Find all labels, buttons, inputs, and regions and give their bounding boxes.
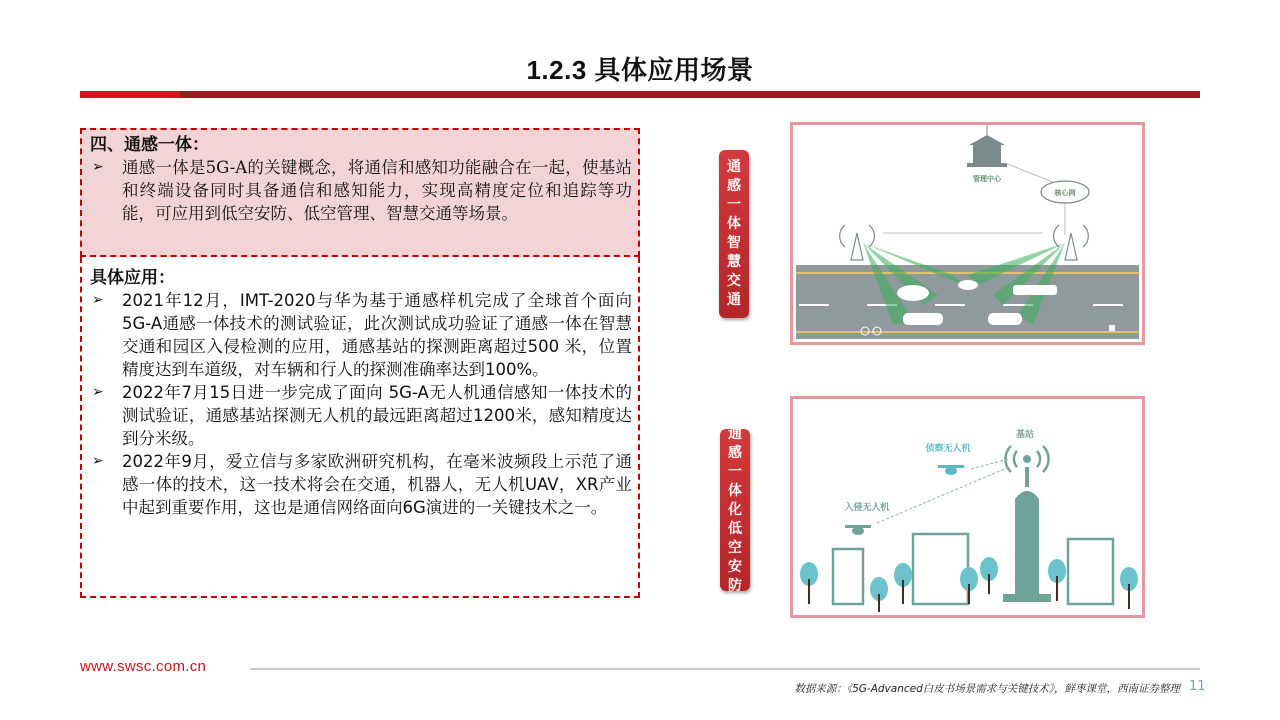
application-bullet xyxy=(82,450,638,519)
application-heading: 具体应用： xyxy=(90,268,175,288)
label-char: 感 xyxy=(728,444,742,461)
label-char: 慧 xyxy=(727,254,741,270)
label-char: 化 xyxy=(728,501,742,518)
smart-traffic-label xyxy=(719,150,749,318)
footer-website-link[interactable]: www.swsc.com.cn xyxy=(80,658,207,675)
application-bullet-text: 2022年7月15日进一步完成了面向 5G-A无人机通信感知一体技术的测试验证，通感基站探测无人机的最远距离超过1200米，感知精度达 到分米级。 xyxy=(122,383,632,448)
label-char: 体 xyxy=(727,216,741,232)
application-bullet-text: 2021年12月，IMT-2020与华为基于通感样机完成了全球首个面向5G-A通感一体技术的测试验证，此次测试成功验证了通感一体在智慧交通和园区入侵检测的应用，通感基站的探测距离超过500 米，位置精度达到车道级，对车辆和行人的探测准确率达到100%。 xyxy=(122,291,632,379)
concept-bullet xyxy=(82,156,638,225)
low-altitude-scene-icon xyxy=(793,399,1142,615)
label-char: 空 xyxy=(728,539,742,556)
concept-box xyxy=(80,128,640,257)
smart-traffic-illustration xyxy=(790,122,1145,345)
label-char: 通 xyxy=(727,292,741,308)
page-title: 1.2.3 具体应用场景 xyxy=(526,55,754,85)
label-char: 一 xyxy=(727,197,741,213)
application-bullet xyxy=(82,289,638,381)
footer-divider xyxy=(250,668,1200,670)
label-char: 交 xyxy=(727,273,741,289)
label-char: 体 xyxy=(728,482,742,499)
label-char: 低 xyxy=(728,520,742,537)
label-char: 通 xyxy=(728,425,742,442)
concept-heading: 四、通感一体： xyxy=(90,135,209,155)
label-char: 感 xyxy=(727,178,741,194)
svg-text:入侵无人机: 入侵无人机 xyxy=(844,503,890,513)
application-bullet-text: 2022年9月，爱立信与多家欧洲研究机构，在毫米波频段上示范了通感一体的技术，这一技术将会在交通，机器人，无人机UAV，XR产业中起到重要作用，这也是通信网络面向6G演进的一关键技术之一。 xyxy=(122,452,632,517)
svg-text:侦察无人机: 侦察无人机 xyxy=(925,444,971,454)
svg-text:核心网: 核心网 xyxy=(1054,189,1076,197)
concept-bullet-text: 通感一体是5G-A的关键概念，将通信和感知功能融合在一起，使基站和终端设备同时具备通信和感知能力，实现高精度定位和追踪等功能，可应用到低空安防、低空管理、智慧交通等场景。 xyxy=(122,158,632,223)
data-source-note: 数据来源：《5G-Advanced白皮书场景需求与关键技术》，鲜枣课堂，西南证券整理 xyxy=(794,683,1180,695)
label-char: 一 xyxy=(728,463,742,480)
management-center-text: 管理中心 xyxy=(973,175,1001,183)
title-divider-accent xyxy=(80,91,180,98)
label-char: 通 xyxy=(727,159,741,175)
svg-text:基站: 基站 xyxy=(1015,430,1035,440)
smart-traffic-scene-icon xyxy=(793,125,1142,342)
label-char: 智 xyxy=(727,235,741,251)
low-altitude-security-label xyxy=(720,425,750,594)
low-altitude-security-illustration xyxy=(790,396,1145,618)
arrow-bullet-icon: ➢ xyxy=(92,384,104,400)
title-divider xyxy=(80,91,1200,98)
label-char: 防 xyxy=(728,577,742,594)
application-box xyxy=(80,257,640,598)
label-char: 安 xyxy=(728,558,742,575)
arrow-bullet-icon: ➢ xyxy=(92,292,104,308)
arrow-bullet-icon: ➢ xyxy=(92,159,104,175)
application-bullet xyxy=(82,381,638,450)
page-number: 11 xyxy=(1189,679,1206,694)
arrow-bullet-icon: ➢ xyxy=(92,453,104,469)
